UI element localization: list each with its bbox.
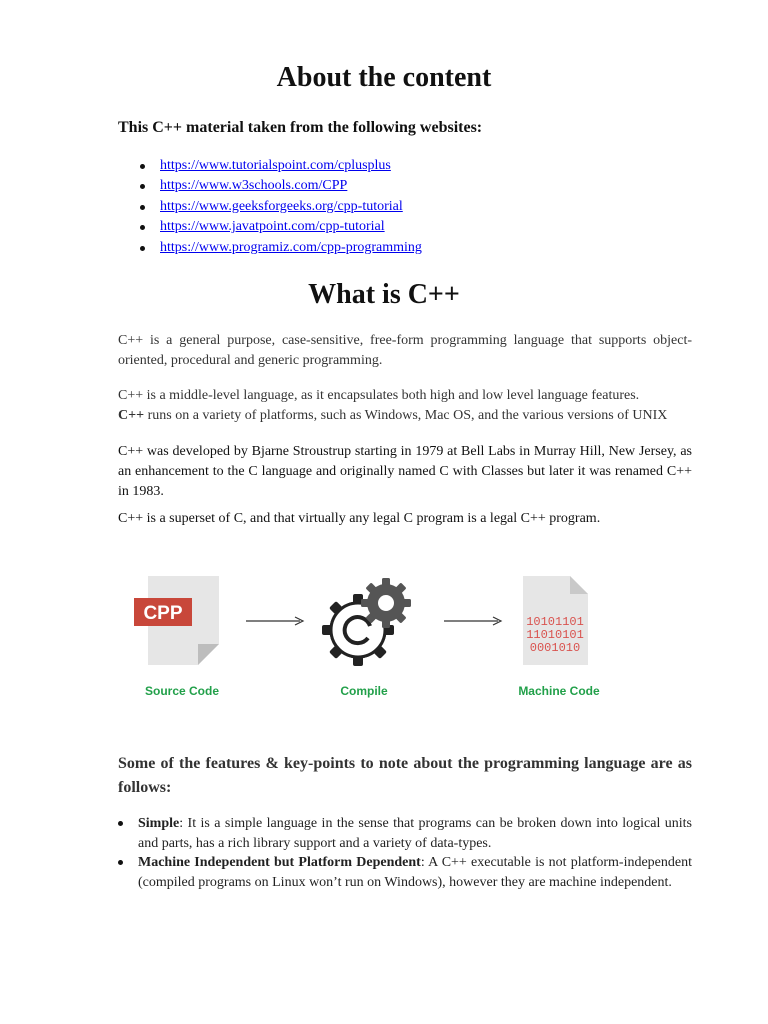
feature-description: : A C++ executable is not platform-independent (compiled programs on Linux won’t run on Windows), however they are machine independent.: [138, 855, 692, 890]
list-item: [140, 197, 422, 217]
arrow-icon: [444, 617, 501, 625]
list-item: [140, 238, 422, 258]
binary-line-1: 10101101: [526, 615, 584, 629]
intro-text: This C++ material taken from the following websites:: [118, 119, 483, 136]
label-machine-code: Machine Code: [518, 684, 600, 698]
link-w3schools[interactable]: https://www.w3schools.com/CPP: [160, 178, 348, 194]
paragraph-middle-level: [118, 386, 692, 426]
about-title: About the content: [276, 62, 492, 93]
bullet-icon: [140, 205, 145, 210]
list-item: [118, 853, 692, 892]
label-source-code: Source Code: [144, 684, 219, 698]
feature-term: Machine Independent but Platform Dependent: [138, 855, 421, 870]
paragraph-middle-level-text: C++ is a middle-level language, as it encapsulates both high and low level language features.: [118, 388, 640, 403]
binary-line-3: 0001010: [529, 641, 581, 655]
bullet-icon: [118, 860, 123, 865]
link-tutorialspoint[interactable]: https://www.tutorialspoint.com/cplusplus: [160, 158, 391, 173]
bullet-icon: [118, 821, 123, 826]
paragraph-history: C++ was developed by Bjarne Stroustrup starting in 1979 at Bell Labs in Murray Hill, New Jersey, as an enhancement to the C language and originally named C with Classes but later it was renamed C++ in 1983.: [118, 444, 692, 499]
feature-term: Simple: [138, 816, 180, 831]
link-geeksforgeeks[interactable]: https://www.geeksforgeeks.org/cpp-tutorial: [160, 198, 403, 214]
list-item: [140, 176, 422, 196]
source-file-icon: [134, 576, 219, 665]
features-list: [118, 814, 692, 892]
list-item: [118, 814, 692, 853]
list-item: [140, 217, 422, 237]
bullet-icon: [140, 225, 145, 230]
bullet-icon: [140, 164, 145, 169]
label-compile: Compile: [340, 684, 388, 698]
arrow-icon: [246, 617, 303, 625]
paragraph-superset: C++ is a superset of C, and that virtually any legal C program is a legal C++ program.: [118, 511, 601, 526]
file-badge-text: CPP: [143, 603, 183, 624]
binary-line-2: 11010101: [526, 628, 584, 642]
paragraph-platforms-bold: C++: [118, 408, 145, 423]
gears-icon: [307, 568, 421, 681]
what-is-cpp-title: What is C++: [308, 279, 460, 310]
list-item: [140, 156, 422, 176]
bullet-icon: [140, 246, 145, 251]
paragraph-platforms-text: runs on a variety of platforms, such as Windows, Mac OS, and the various versions of UNIX: [144, 408, 668, 423]
feature-description: : It is a simple language in the sense that programs can be broken down into logical units and parts, has a rich library support and a variety of data-types.: [138, 816, 692, 851]
bullet-icon: [140, 184, 145, 189]
link-javatpoint[interactable]: https://www.javatpoint.com/cpp-tutorial: [160, 219, 385, 235]
paragraph-definition: C++ is a general purpose, case-sensitive, free-form programming language that supports object-oriented, procedural and generic programming.: [118, 333, 692, 368]
source-links-list: [140, 156, 422, 258]
features-heading: Some of the features & key-points to note about the programming language are as follows:: [118, 755, 692, 796]
link-programiz[interactable]: https://www.programiz.com/cpp-programming: [160, 239, 422, 255]
machine-code-file-icon: [523, 576, 588, 665]
